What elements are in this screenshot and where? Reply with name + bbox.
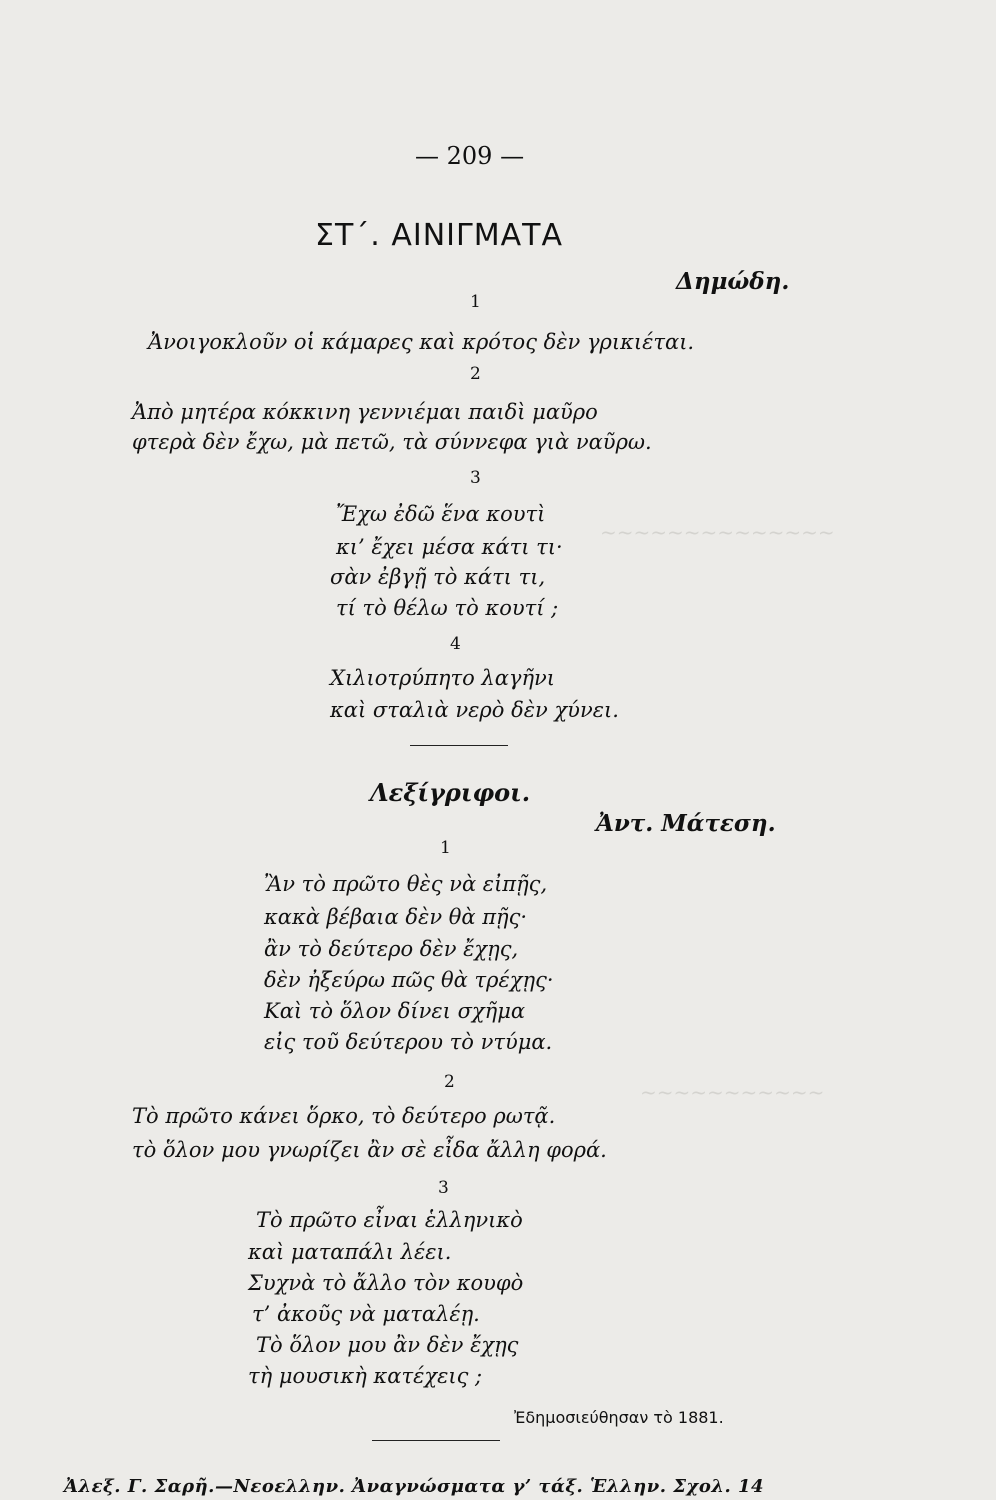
riddle-line: σὰν ἐβγῇ τὸ κάτι τι, — [330, 565, 546, 589]
section-title: ΣΤ΄. ΑΙΝΙΓΜΑΤΑ — [315, 218, 563, 253]
section2-heading: Λεξίγριφοι. — [370, 778, 531, 807]
section2-attribution: Ἀντ. Μάτεση. — [596, 810, 776, 837]
riddle-line: Ἀνοιγοκλοῦν οἱ κάμαρες καὶ κρότος δὲν γρικιέται. — [148, 330, 695, 354]
publication-note: Ἐδημοσιεύθησαν τὸ 1881. — [514, 1408, 724, 1427]
riddle-number: 2 — [470, 364, 481, 384]
riddle-line: δὲν ἠξεύρω πῶς θὰ τρέχῃς· — [264, 968, 554, 992]
riddle-line: Συχνὰ τὸ ἄλλο τὸν κουφὸ — [248, 1271, 524, 1295]
riddle-line: κι’ ἔχει μέσα κάτι τι· — [336, 535, 563, 559]
riddle-line: Ἔχω ἐδῶ ἕνα κουτὶ — [336, 502, 546, 526]
riddle-line: κακὰ βέβαια δὲν θὰ πῇς· — [264, 905, 528, 929]
riddle-line: Τὸ πρῶτο κάνει ὅρκο, τὸ δεύτερο ρωτᾷ. — [132, 1104, 556, 1128]
riddle-number: 4 — [450, 634, 461, 654]
riddle-number: 1 — [440, 838, 451, 858]
section1-attribution: Δημώδη. — [676, 268, 790, 295]
riddle-line: τί τὸ θέλω τὸ κουτί ; — [336, 596, 559, 620]
riddle-line: Καὶ τὸ ὅλον δίνει σχῆμα — [264, 999, 526, 1023]
riddle-line: Τὸ ὅλον μου ἂν δὲν ἔχῃς — [256, 1333, 519, 1357]
riddle-line: καὶ ματαπάλι λέει. — [248, 1240, 452, 1264]
riddle-line: Χιλιοτρύπητο λαγῆνι — [330, 666, 556, 690]
page: ~~~~~~~~~~~~~~ ~~~~~~~~~~~ — 209 — ΣΤ΄. ΑΙΝΙΓΜΑΤΑ Δημώδη. 1 Ἀνοιγοκλοῦν οἱ κάμαρες καὶ κρότος δὲν γρικιέται. 2 Ἀπὸ μητέρα κόκκινη γεννιέμαι παιδὶ μαῦρο φτερὰ δὲν ἔχω, μὰ πετῶ, τὰ σύννεφα γιὰ ναῦρω. 3 Ἔχω ἐδῶ ἕνα κουτὶ κι’ ἔχει μέσα κάτι τι· σὰν ἐβγῇ τὸ κάτι τι, τί τὸ θέλω τὸ κουτί ; 4 Χιλιοτρύπητο λαγῆνι καὶ σταλιὰ νερὸ δὲν χύνει. Λεξίγριφοι. Ἀντ. Μάτεση. 1 Ἂν τὸ πρῶτο θὲς νὰ εἰπῇς, κακὰ βέβαια δὲν θὰ πῇς· ἂν τὸ δεύτερο δὲν ἔχῃς, δὲν ἠξεύρω πῶς θὰ τρέχῃς· Καὶ τὸ ὅλον δίνει σχῆμα εἰς τοῦ δεύτερου τὸ ντύμα. 2 Τὸ πρῶτο κάνει ὅρκο, τὸ δεύτερο ρωτᾷ. τὸ ὅλον μου γνωρίζει ἂν σὲ εἶδα ἄλλη φορά. 3 Τὸ πρῶτο εἶναι ἑλληνικὸ καὶ ματαπάλι λέει. Συχνὰ τὸ ἄλλο τὸν κουφὸ τ’ ἀκοῦς νὰ ματαλέῃ. Τὸ ὅλον μου ἂν δὲν ἔχῃς τὴ μουσικὴ κατέχεις ; Ἐδημοσιεύθησαν τὸ 1881. Ἀλεξ. Γ. Σαρῆ.—Νεοελλην. Ἀναγνώσματα γ’ τάξ. Ἑλλην. Σχολ. 14 — [64, 142, 835, 1497]
riddle-line: τὴ μουσικὴ κατέχεις ; — [248, 1364, 483, 1388]
page-number: — 209 — — [415, 142, 525, 170]
riddle-line: ἂν τὸ δεύτερο δὲν ἔχῃς, — [264, 937, 519, 961]
riddle-number: 3 — [470, 468, 481, 488]
riddle-line: Τὸ πρῶτο εἶναι ἑλληνικὸ — [256, 1208, 523, 1232]
riddle-number: 2 — [444, 1072, 455, 1092]
section-divider — [410, 745, 508, 746]
footnote-divider — [372, 1440, 500, 1441]
riddle-line: φτερὰ δὲν ἔχω, μὰ πετῶ, τὰ σύννεφα γιὰ ναῦρω. — [132, 430, 652, 454]
page-footer: Ἀλεξ. Γ. Σαρῆ.—Νεοελλην. Ἀναγνώσματα γ’ τάξ. Ἑλλην. Σχολ. 14 — [64, 1476, 765, 1497]
riddle-number: 1 — [470, 292, 481, 312]
riddle-line: Ἀπὸ μητέρα κόκκινη γεννιέμαι παιδὶ μαῦρο — [132, 400, 598, 424]
riddle-line: τὸ ὅλον μου γνωρίζει ἂν σὲ εἶδα ἄλλη φορά. — [132, 1138, 607, 1162]
riddle-line: εἰς τοῦ δεύτερου τὸ ντύμα. — [264, 1030, 553, 1054]
riddle-line: Ἂν τὸ πρῶτο θὲς νὰ εἰπῇς, — [264, 872, 548, 896]
riddle-line: καὶ σταλιὰ νερὸ δὲν χύνει. — [330, 698, 619, 722]
riddle-number: 3 — [438, 1178, 449, 1198]
riddle-line: τ’ ἀκοῦς νὰ ματαλέῃ. — [252, 1302, 480, 1326]
